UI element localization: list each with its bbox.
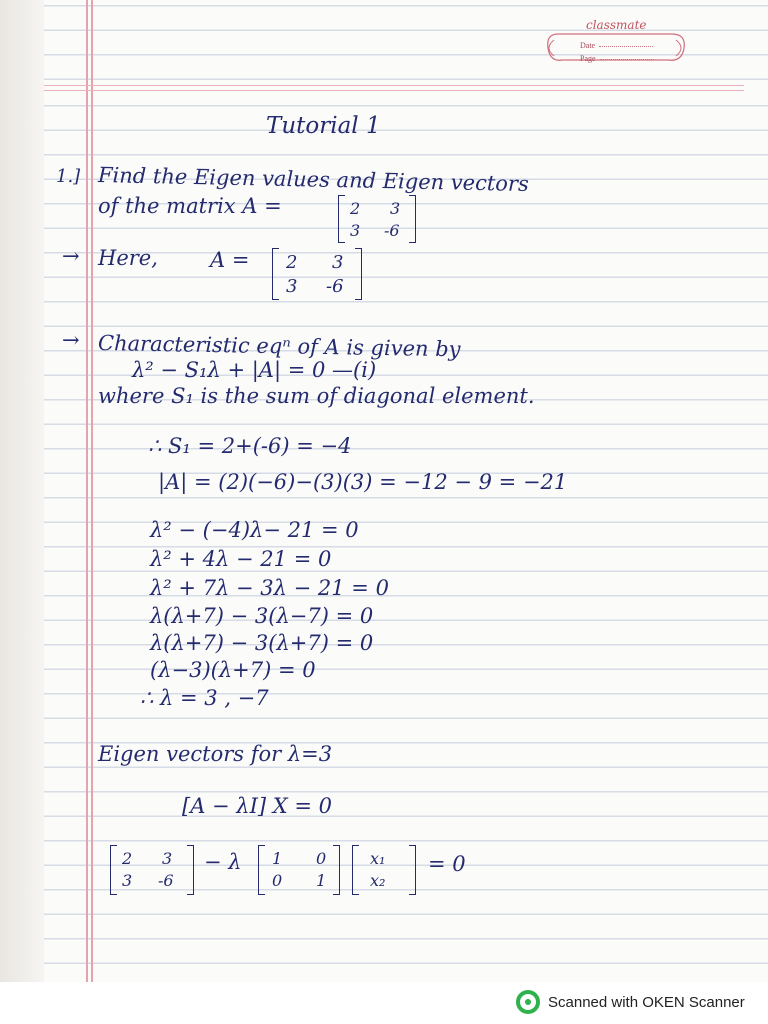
header-rule-2 bbox=[44, 90, 744, 91]
page-title: Tutorial 1 bbox=[266, 113, 381, 139]
equation-step: λ(λ+7) − 3(λ−7) = 0 bbox=[150, 604, 374, 628]
equation-step: (λ−3)(λ+7) = 0 bbox=[150, 658, 316, 682]
equals-zero: = 0 bbox=[428, 852, 466, 876]
characteristic-line-3: where S₁ is the sum of diagonal element. bbox=[98, 384, 535, 408]
equation-step: λ² + 4λ − 21 = 0 bbox=[150, 547, 332, 571]
header-rule bbox=[44, 85, 744, 86]
matrix-cell: 3 bbox=[122, 871, 133, 890]
vector-x bbox=[352, 845, 416, 895]
determinant-line: |A| = (2)(−6)−(3)(3) = −12 − 9 = −21 bbox=[158, 470, 568, 494]
vector-cell: x₂ bbox=[370, 871, 386, 890]
matrix-a-question bbox=[338, 195, 416, 243]
equation-step: λ(λ+7) − 3(λ+7) = 0 bbox=[150, 631, 374, 655]
eigenvalues-result: ∴ λ = 3 , −7 bbox=[140, 686, 269, 710]
here-equation: A = bbox=[210, 248, 250, 272]
matrix-cell: 1 bbox=[316, 871, 327, 890]
equation-step: λ² + 7λ − 3λ − 21 = 0 bbox=[150, 576, 389, 600]
matrix-a-here bbox=[272, 248, 362, 300]
characteristic-line-1: Characteristic eqⁿ of A is given by bbox=[97, 331, 461, 362]
matrix-cell: 2 bbox=[350, 199, 361, 218]
characteristic-equation: λ² − S₁λ + |A| = 0 —(i) bbox=[132, 358, 377, 382]
matrix-cell: 3 bbox=[390, 199, 401, 218]
here-label: Here, bbox=[98, 246, 158, 270]
margin-line-right bbox=[91, 0, 93, 982]
matrix-cell: -6 bbox=[384, 221, 400, 240]
matrix-cell: 0 bbox=[272, 871, 283, 890]
s1-line: ∴ S₁ = 2+(-6) = −4 bbox=[148, 434, 352, 458]
oken-scanner-logo-icon bbox=[516, 990, 540, 1014]
question-line-2: of the matrix A = bbox=[98, 194, 282, 218]
eigen-vector-equation: [A − λI] X = 0 bbox=[182, 794, 333, 818]
matrix-cell: 3 bbox=[162, 849, 173, 868]
matrix-cell: 0 bbox=[316, 849, 327, 868]
matrix-cell: 1 bbox=[272, 849, 283, 868]
equation-step: λ² − (−4)λ− 21 = 0 bbox=[150, 518, 359, 542]
arrow-icon: → bbox=[62, 244, 80, 268]
matrix-cell: 3 bbox=[286, 276, 298, 297]
question-line-1: Find the Eigen values and Eigen vectors bbox=[97, 163, 530, 197]
scanner-watermark-text: Scanned with OKEN Scanner bbox=[548, 993, 745, 1011]
arrow-icon: → bbox=[62, 328, 80, 352]
brand-logo: classmate bbox=[586, 18, 647, 32]
vector-cell: x₁ bbox=[370, 849, 386, 868]
minus-lambda: − λ bbox=[204, 850, 242, 874]
question-number: 1.] bbox=[56, 166, 81, 187]
matrix-a-final bbox=[110, 845, 194, 895]
matrix-cell: 2 bbox=[122, 849, 133, 868]
scanner-footer bbox=[516, 990, 745, 1014]
matrix-cell: -6 bbox=[158, 871, 174, 890]
brand-stamp bbox=[540, 14, 690, 74]
eigen-vectors-heading: Eigen vectors for λ=3 bbox=[98, 742, 333, 766]
matrix-cell: -6 bbox=[326, 276, 344, 297]
matrix-cell: 3 bbox=[332, 252, 344, 273]
matrix-cell: 3 bbox=[350, 221, 361, 240]
identity-matrix bbox=[258, 845, 340, 895]
date-label: Date bbox=[580, 41, 653, 50]
margin-line-left bbox=[86, 0, 88, 982]
page-label: Page bbox=[580, 54, 654, 63]
matrix-cell: 2 bbox=[286, 252, 298, 273]
